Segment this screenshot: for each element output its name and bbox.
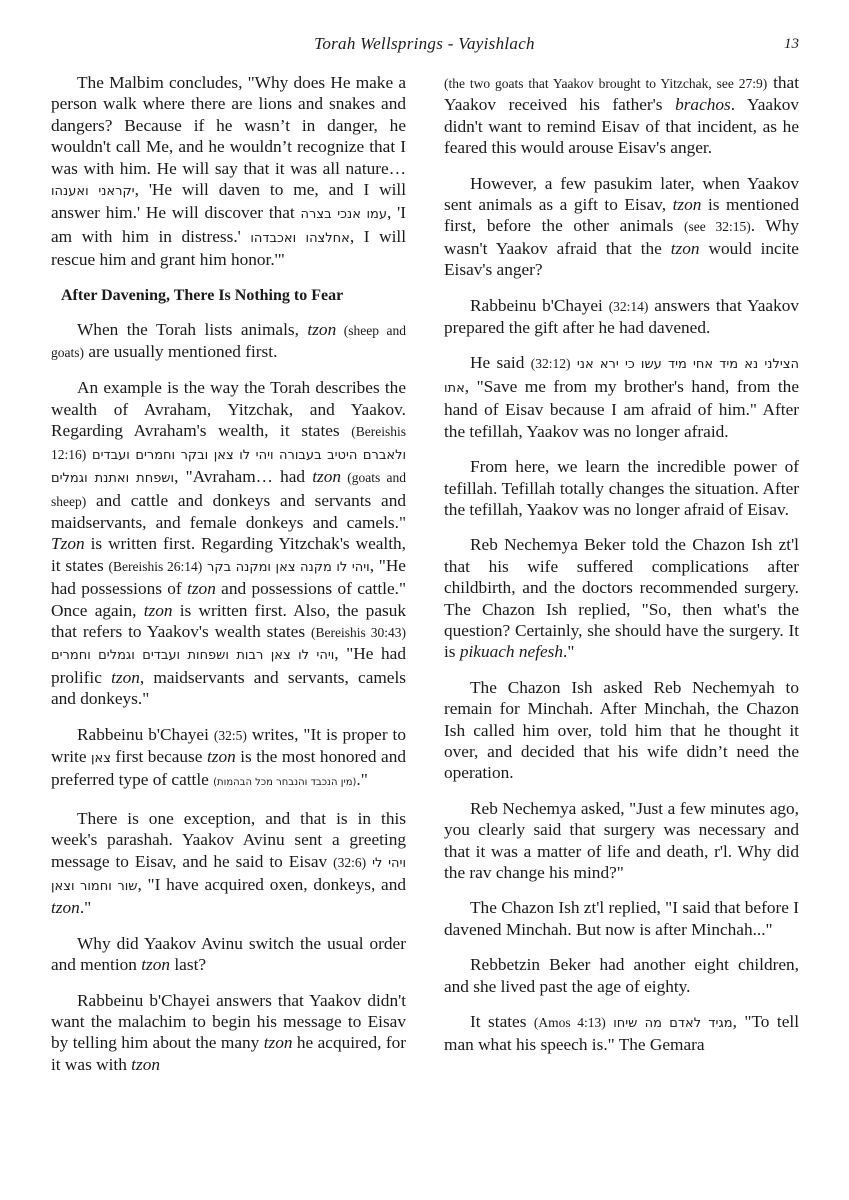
paragraph-save-me: He said (32:12) הצילני נא מיד אחי מיד עשו כי ירא אני אתו, "Save me from my brother's hand, from the hand of Eisav because I am afraid of him." After the tefillah, Yaakov was no longer afraid.	[444, 353, 799, 441]
paragraph-tefillah: From here, we learn the incredible power of tefillah. Tefillah totally changes the situation. After the tefillah, Yaakov was no longer afraid of Eisav.	[444, 457, 799, 519]
paragraph-minchah: The Chazon Ish asked Reb Nechemyah to remain for Minchah. After Minchah, the Chazon Ish called him over, told him that he thought it over, and decided that his wife didn’t need the operation.	[444, 677, 799, 783]
right-column	[444, 72, 799, 1070]
paragraph-answer: Rabbeinu b'Chayei answers that Yaakov didn't want the malachim to begin his message to Eisav by telling him about the many tzon he acquired, for it was with tzon	[51, 990, 406, 1074]
page-number: 13	[784, 36, 799, 52]
paragraph-davened: Rabbeinu b'Chayei (32:14) answers that Yaakov prepared the gift after he had davened.	[444, 295, 799, 338]
paragraph-rebbetzin: Rebbetzin Beker had another eight children, and she lived past the age of eighty.	[444, 955, 799, 996]
paragraph-animals: When the Torah lists animals, tzon (sheep and goats) are usually mentioned first.	[51, 319, 406, 362]
paragraph-amos: It states (Amos 4:13) מגיד לאדם מה שיחו, "To tell man what his speech is." The Gemara	[444, 1012, 800, 1055]
paragraph-chazon-ish: Reb Nechemya Beker told the Chazon Ish zt'l that his wife suffered complications after childbirth, and the doctors recommended surgery. The Chazon Ish replied, "So, then what's the question? Certainly, she should have the surgery. It is pikuach nefesh."	[444, 535, 799, 662]
page-header	[50, 34, 799, 58]
section-heading: After Davening, There Is Nothing to Fear	[61, 286, 344, 304]
paragraph-exception: There is one exception, and that is in this week's parashah. Yaakov Avinu sent a greeting message to Eisav, and he said to Eisav (32:6) ויהי לי שור וחמור וצאן, "I have acquired oxen, donkeys, and tzon."	[51, 808, 406, 918]
paragraph-bchayei-quote: Rabbeinu b'Chayei (32:5) writes, "It is proper to write צאן first because tzon is the most honored and preferred type of cattle (מין הנכבד והנבחר מכל הבהמות)."	[51, 724, 406, 790]
paragraph-replied: The Chazon Ish zt'l replied, "I said that before I davened Minchah. But now is after Minchah..."	[444, 898, 799, 939]
paragraph-gift: However, a few pasukim later, when Yaakov sent animals as a gift to Eisav, tzon is mentioned first, before the other animals (see 32:15). Why wasn't Yaakov afraid that the tzon would incite Eisav's anger?	[444, 173, 800, 280]
paragraph-question: Why did Yaakov Avinu switch the usual order and mention tzon last?	[51, 933, 406, 975]
paragraph-asked: Reb Nechemya asked, "Just a few minutes ago, you clearly said that surgery was necessary and that it was a matter of life and death, r'l. Why did the rav change his mind?"	[444, 798, 799, 882]
paragraph-continuation: (the two goats that Yaakov brought to Yitzchak, see 27:9) that Yaakov received his father's brachos. Yaakov didn't want to remind Eisav of that incident, as he feared this would arouse Eisav's anger.	[444, 73, 800, 158]
paragraph-malbim: The Malbim concludes, "Why does He make a person walk where there are lions and snakes and dangers? Because if he wasn’t in danger, he wouldn't call Me, and he wouldn’t recognize that I was with him. He will say that it was all nature… יקראני ואענהו, 'He will daven to me, and I will answer him.' He will discover that עמו אנכי בצרה, 'I am with him in distress.' אחלצהו ואכבדהו, I will rescue him and grant him honor.'"	[51, 73, 407, 270]
running-title: Torah Wellsprings - Vayishlach	[314, 34, 535, 53]
left-column	[51, 72, 406, 1089]
paragraph-wealth: An example is the way the Torah describes the wealth of Avraham, Yitzchak, and Yaakov. Regarding Avraham's wealth, it states (Bereishis 12:16) ולאברם היטיב בעבורה ויהי לו צאן ובקר וחמרים ועבדים ושפחת ואתנת וגמלים, "Avraham… had tzon (goats and sheep) and cattle and donkeys and servants and maidservants, and female donkeys and camels." Tzon is written first. Regarding Yitzchak's wealth, it states (Bereishis 26:14) ויהי לו מקנה צאן ומקנה בקר, "He had possessions of tzon and possessions of cattle." Once again, tzon is written first. Also, the pasuk that refers to Yaakov's wealth states (Bereishis 30:43) ויהי לו צאן רבות ושפחות ועבדים וגמלים וחמרים, "He had prolific tzon, maidservants and servants, camels and donkeys."	[51, 378, 407, 709]
